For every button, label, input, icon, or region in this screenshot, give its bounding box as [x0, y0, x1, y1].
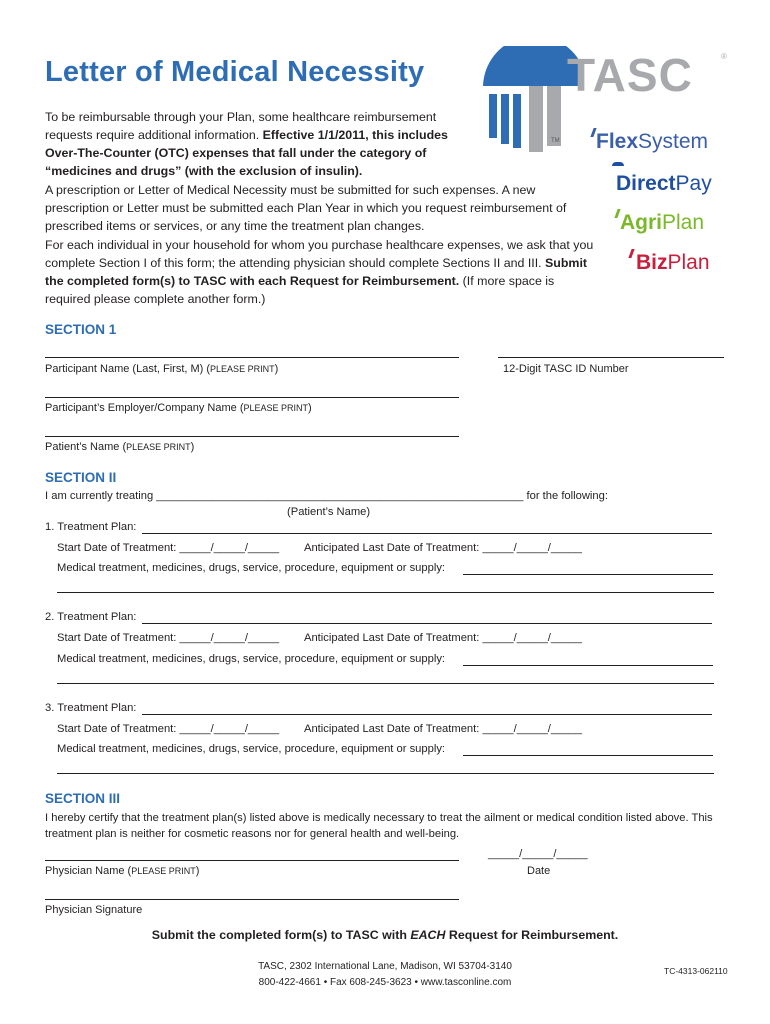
form-id: TC-4313-062110 [664, 966, 728, 976]
start-date-1[interactable]: Start Date of Treatment: _____/_____/_____ [57, 542, 280, 554]
directpay-logo [616, 172, 712, 196]
intro-text: For each individual in your household for whom you purchase healthcare expenses, we ask that you complete Section I of this form; the attending physician should complete Sections II and III. [45, 238, 594, 270]
bizplan-logo [636, 251, 710, 275]
physician-signature-field[interactable] [45, 899, 459, 900]
date-label: Date [527, 865, 551, 877]
please-print-text: PLEASE PRINT [126, 442, 191, 452]
directpay-bold-text: Direct [616, 172, 676, 195]
intro-paragraph-1 [45, 108, 465, 180]
tasc-id-field[interactable] [498, 357, 724, 358]
tasc-wordmark: TASC [567, 49, 693, 101]
medical-label-3: Medical treatment, medicines, drugs, service, procedure, equipment or supply: [57, 743, 446, 755]
please-print-text: PLEASE PRINT [243, 403, 309, 413]
last-date-1[interactable]: Anticipated Last Date of Treatment: _____/_____/_____ [304, 542, 583, 554]
physician-signature-label: Physician Signature [45, 904, 143, 916]
start-date-2[interactable]: Start Date of Treatment: _____/_____/_____ [57, 632, 280, 644]
label-text: Patient’s Name ( [45, 441, 127, 453]
agriplan-text: Plan [662, 211, 705, 234]
intro-bold-text: Effective 1/1/2011, this includes Over-The-Counter (OTC) expenses that fall under the category of “medicines and drugs” (with the exclusion of insulin). [45, 128, 448, 178]
last-date-2[interactable]: Anticipated Last Date of Treatment: _____/_____/_____ [304, 632, 583, 644]
label-text: ) [274, 363, 279, 375]
medical-field-1-continued[interactable] [57, 592, 714, 593]
medical-field-3[interactable] [463, 755, 713, 756]
agriplan-bold-text: Agri [620, 211, 662, 234]
submit-emphasis: EACH [410, 928, 446, 942]
employer-name-field[interactable] [45, 397, 459, 398]
label-text: ) [195, 865, 200, 877]
treatment-plan-1-label: 1. Treatment Plan: [45, 521, 137, 533]
bizplan-bold-text: Biz [636, 251, 668, 274]
medical-field-3-continued[interactable] [57, 773, 714, 774]
medical-label-1: Medical treatment, medicines, drugs, service, procedure, equipment or supply: [57, 562, 446, 574]
treatment-plan-1-field[interactable] [142, 533, 712, 534]
bizplan-text: Plan [667, 251, 710, 274]
section-2-heading: SECTION II [45, 470, 117, 485]
medical-field-2[interactable] [463, 665, 713, 666]
participant-name-field[interactable] [45, 357, 459, 358]
flexsystem-bold-text: Flex [596, 130, 639, 153]
directpay-mark-icon [612, 162, 624, 166]
certification-statement: I hereby certify that the treatment plan(s) listed above is medically necessary to treat the ailment or medical condition listed above. This treatment plan is neither for cosmetic reasons nor for general health and well-being. [45, 812, 713, 840]
registered-mark: ® [721, 52, 727, 61]
physician-name-field[interactable] [45, 860, 459, 861]
please-print-text: PLEASE PRINT [210, 364, 275, 374]
date-field[interactable]: _____/_____/_____ [488, 848, 588, 860]
flexsystem-text: System [638, 130, 709, 153]
label-text: Physician Name ( [45, 865, 132, 877]
intro-text: (If more space is required please complete another form.) [45, 274, 555, 306]
patient-name-caption: (Patient’s Name) [287, 506, 371, 518]
label-text: Participant’s Employer/Company Name ( [45, 402, 244, 414]
please-print-text: PLEASE PRINT [131, 866, 196, 876]
treatment-plan-3-label: 3. Treatment Plan: [45, 702, 137, 714]
patient-name-label [45, 441, 194, 453]
intro-paragraph-3 [45, 236, 595, 308]
last-date-3[interactable]: Anticipated Last Date of Treatment: _____/_____/_____ [304, 723, 583, 735]
submit-instruction [0, 928, 770, 942]
treatment-plan-2-label: 2. Treatment Plan: [45, 611, 137, 623]
label-text: ) [308, 402, 312, 414]
label-text: Participant Name (Last, First, M) ( [45, 363, 211, 375]
medical-field-2-continued[interactable] [57, 683, 714, 684]
label-text: ) [190, 441, 195, 453]
patient-name-field[interactable] [45, 436, 459, 437]
footer-address: TASC, 2302 International Lane, Madison, WI 53704-3140 [258, 961, 512, 972]
directpay-text: Pay [675, 172, 712, 195]
section-3-heading: SECTION III [45, 791, 121, 806]
bizplan-mark-icon [628, 249, 634, 258]
medical-label-2: Medical treatment, medicines, drugs, service, procedure, equipment or supply: [57, 653, 446, 665]
submit-text: Submit the completed form(s) to TASC with [151, 928, 411, 942]
agriplan-logo [620, 211, 704, 235]
participant-name-label [45, 363, 278, 375]
start-date-3[interactable]: Start Date of Treatment: _____/_____/_____ [57, 723, 280, 735]
page-title: Letter of Medical Necessity [45, 56, 425, 88]
treating-line[interactable]: I am currently treating ___________________________________________________________ for the following: [45, 490, 608, 502]
submit-text: Request for Reimbursement. [445, 928, 619, 942]
intro-paragraph-2: A prescription or Letter of Medical Necessity must be submitted for such expenses. A new prescription or Letter must be submitted each Plan Year in which you request reimbursement of prescribed items or services, or any time the treatment plan changes. [45, 183, 567, 233]
medical-field-1[interactable] [463, 574, 713, 575]
footer-contact: 800-422-4661 • Fax 608-245-3623 • www.tasconline.com [258, 977, 512, 988]
intro-bold-text: Submit the completed form(s) to TASC with each Request for Reimbursement. [45, 256, 588, 288]
intro-text: To be reimbursable through your Plan, some healthcare reimbursement requests require additional information. [45, 110, 437, 142]
trademark: TM [551, 138, 560, 144]
treatment-plan-3-field[interactable] [142, 714, 712, 715]
treatment-plan-2-field[interactable] [142, 623, 712, 624]
physician-name-label [45, 865, 199, 877]
employer-name-label [45, 402, 312, 414]
tasc-id-label: 12-Digit TASC ID Number [503, 363, 629, 375]
flexsystem-logo [596, 130, 708, 154]
section-1-heading: SECTION 1 [45, 322, 117, 337]
